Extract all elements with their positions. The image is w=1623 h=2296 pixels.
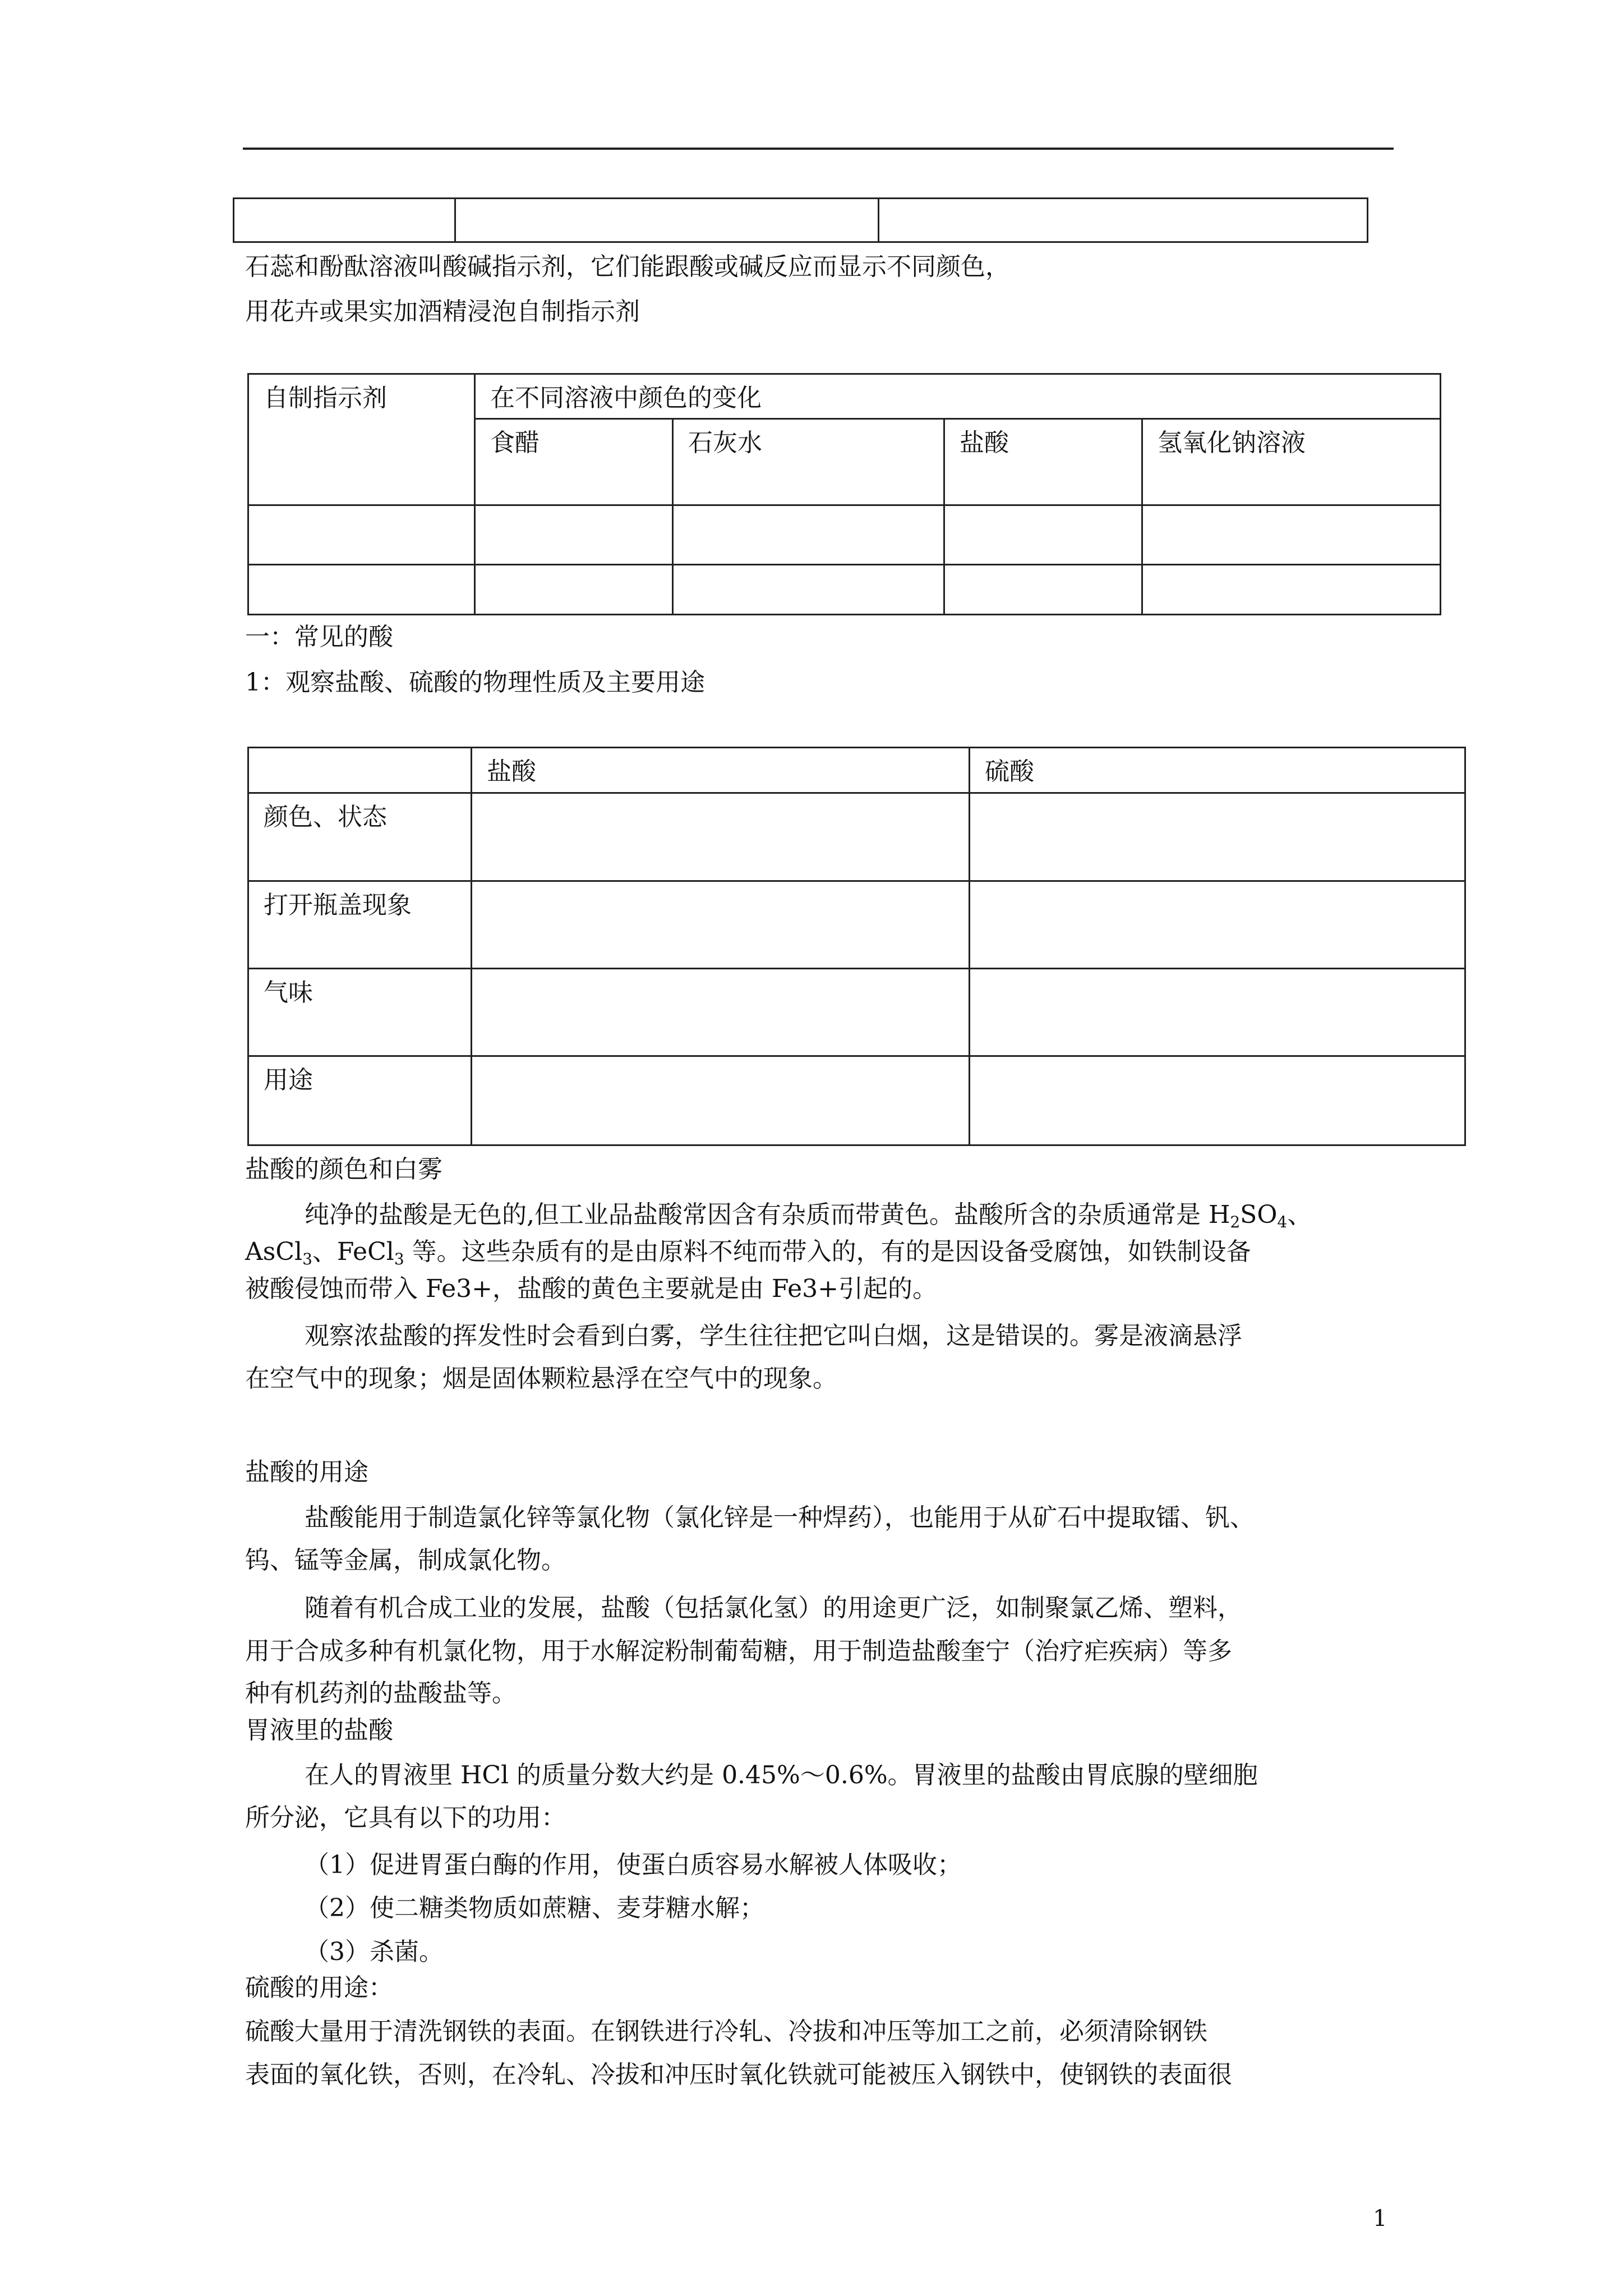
gastric-item: （1）促进胃蛋白酶的作用，使蛋白质容易水解被人体吸收； bbox=[305, 1851, 962, 1879]
table-cell bbox=[248, 505, 475, 565]
top-table bbox=[233, 197, 1368, 243]
hcl-color-title: 盐酸的颜色和白雾 bbox=[245, 1155, 442, 1184]
hcl-color-p1-line1: 纯净的盐酸是无色的,但工业品盐酸常因含有杂质而带黄色。盐酸所含的杂质通常是 $H_2SO_4$、 bbox=[305, 1200, 1312, 1231]
acid-header bbox=[248, 748, 472, 793]
indicator-group-head: 在不同溶液中颜色的变化 bbox=[475, 374, 1441, 419]
table-row bbox=[248, 1056, 1465, 1145]
indicator-sub-head: 氢氧化钠溶液 bbox=[1142, 419, 1441, 505]
acid-table bbox=[247, 747, 1466, 1146]
hcl-uses-p1-line2: 钨、锰等金属，制成氯化物。 bbox=[245, 1546, 566, 1575]
page-number: 1 bbox=[1373, 2206, 1387, 2231]
section-subheading: 1：观察盐酸、硫酸的物理性质及主要用途 bbox=[245, 668, 705, 697]
hcl-color-p1-line2: AsCl$_3$、FeCl$_3$ 等。这些杂质有的是由原料不纯而带入的，有的是因设备受腐蚀，如铁制设备 bbox=[245, 1237, 1251, 1268]
table-cell bbox=[673, 505, 944, 565]
gastric-item: （3）杀菌。 bbox=[305, 1938, 444, 1966]
table-cell bbox=[475, 565, 673, 615]
table-row bbox=[248, 505, 1441, 565]
acid-row-label: 用途 bbox=[248, 1056, 472, 1145]
table-row bbox=[234, 199, 1368, 242]
table-cell bbox=[944, 565, 1142, 615]
table-cell bbox=[970, 1056, 1465, 1145]
acid-header: 硫酸 bbox=[970, 748, 1465, 793]
hcl-uses-p1-line1: 盐酸能用于制造氯化锌等氯化物（氯化锌是一种焊药），也能用于从矿石中提取镭、钒、 bbox=[305, 1503, 1255, 1532]
sulfuric-line1: 硫酸大量用于清洗钢铁的表面。在钢铁进行冷轧、冷拔和冲压等加工之前，必须清除钢铁 bbox=[245, 2017, 1207, 2046]
table-row bbox=[248, 793, 1465, 881]
hcl-uses-p2-line1: 随着有机合成工业的发展，盐酸（包括氯化氢）的用途更广泛，如制聚氯乙烯、塑料， bbox=[305, 1594, 1242, 1622]
gastric-item: （2）使二糖类物质如蔗糖、麦芽糖水解； bbox=[305, 1894, 764, 1922]
table-cell bbox=[970, 793, 1465, 881]
table-cell bbox=[1142, 505, 1441, 565]
table-row bbox=[248, 881, 1465, 969]
hcl-uses-title: 盐酸的用途 bbox=[245, 1458, 368, 1487]
hcl-color-p2-line1: 观察浓盐酸的挥发性时会看到白雾，学生往往把它叫白烟，这是错误的。雾是液滴悬浮 bbox=[305, 1322, 1242, 1350]
gastric-p1-line2: 所分泌，它具有以下的功用： bbox=[245, 1803, 566, 1832]
hcl-uses-p2-line2: 用于合成多种有机氯化物，用于水解淀粉制葡萄糖，用于制造盐酸奎宁（治疗疟疾病）等多 bbox=[245, 1637, 1232, 1665]
table-cell bbox=[1142, 565, 1441, 615]
table-cell bbox=[234, 199, 455, 242]
table-row bbox=[248, 969, 1465, 1056]
table-cell bbox=[248, 565, 475, 615]
indicator-sub-head: 石灰水 bbox=[673, 419, 944, 505]
indicator-sub-head: 盐酸 bbox=[944, 419, 1142, 505]
table-cell bbox=[472, 969, 970, 1056]
acid-row-label: 打开瓶盖现象 bbox=[248, 881, 472, 969]
gastric-title: 胃液里的盐酸 bbox=[245, 1716, 393, 1745]
table-cell bbox=[472, 1056, 970, 1145]
indicator-sub-head: 食醋 bbox=[475, 419, 673, 505]
table-cell bbox=[472, 793, 970, 881]
table-row bbox=[248, 565, 1441, 615]
table-cell bbox=[472, 881, 970, 969]
sulfuric-title: 硫酸的用途： bbox=[245, 1973, 393, 2002]
table-cell bbox=[944, 505, 1142, 565]
intro-line-1: 石蕊和酚酞溶液叫酸碱指示剂，它们能跟酸或碱反应而显示不同颜色， bbox=[245, 252, 1010, 281]
hcl-uses-p2-line3: 种有机药剂的盐酸盐等。 bbox=[245, 1679, 517, 1708]
table-cell bbox=[970, 881, 1465, 969]
header-rule bbox=[243, 148, 1394, 150]
hcl-color-p1-line3: 被酸侵蚀而带入 Fe3+，盐酸的黄色主要就是由 Fe3+引起的。 bbox=[245, 1274, 938, 1303]
sulfuric-line2: 表面的氧化铁，否则，在冷轧、冷拔和冲压时氧化铁就可能被压入钢铁中，使钢铁的表面很 bbox=[245, 2060, 1232, 2089]
table-cell bbox=[475, 505, 673, 565]
table-cell bbox=[455, 199, 879, 242]
table-cell bbox=[673, 565, 944, 615]
hcl-color-p2-line2: 在空气中的现象；烟是固体颗粒悬浮在空气中的现象。 bbox=[245, 1364, 837, 1393]
indicator-table bbox=[247, 373, 1441, 615]
table-row bbox=[248, 374, 1441, 419]
indicator-col-head: 自制指示剂 bbox=[248, 374, 475, 505]
table-row bbox=[248, 748, 1465, 793]
intro-line-2: 用花卉或果实加酒精浸泡自制指示剂 bbox=[245, 297, 640, 326]
acid-header: 盐酸 bbox=[472, 748, 970, 793]
acid-row-label: 气味 bbox=[248, 969, 472, 1056]
section-heading: 一：常见的酸 bbox=[245, 623, 393, 651]
acid-row-label: 颜色、状态 bbox=[248, 793, 472, 881]
table-cell bbox=[879, 199, 1368, 242]
gastric-p1-line1: 在人的胃液里 HCl 的质量分数大约是 0.45%～0.6%。胃液里的盐酸由胃底腺的壁细胞 bbox=[305, 1761, 1258, 1789]
table-cell bbox=[970, 969, 1465, 1056]
